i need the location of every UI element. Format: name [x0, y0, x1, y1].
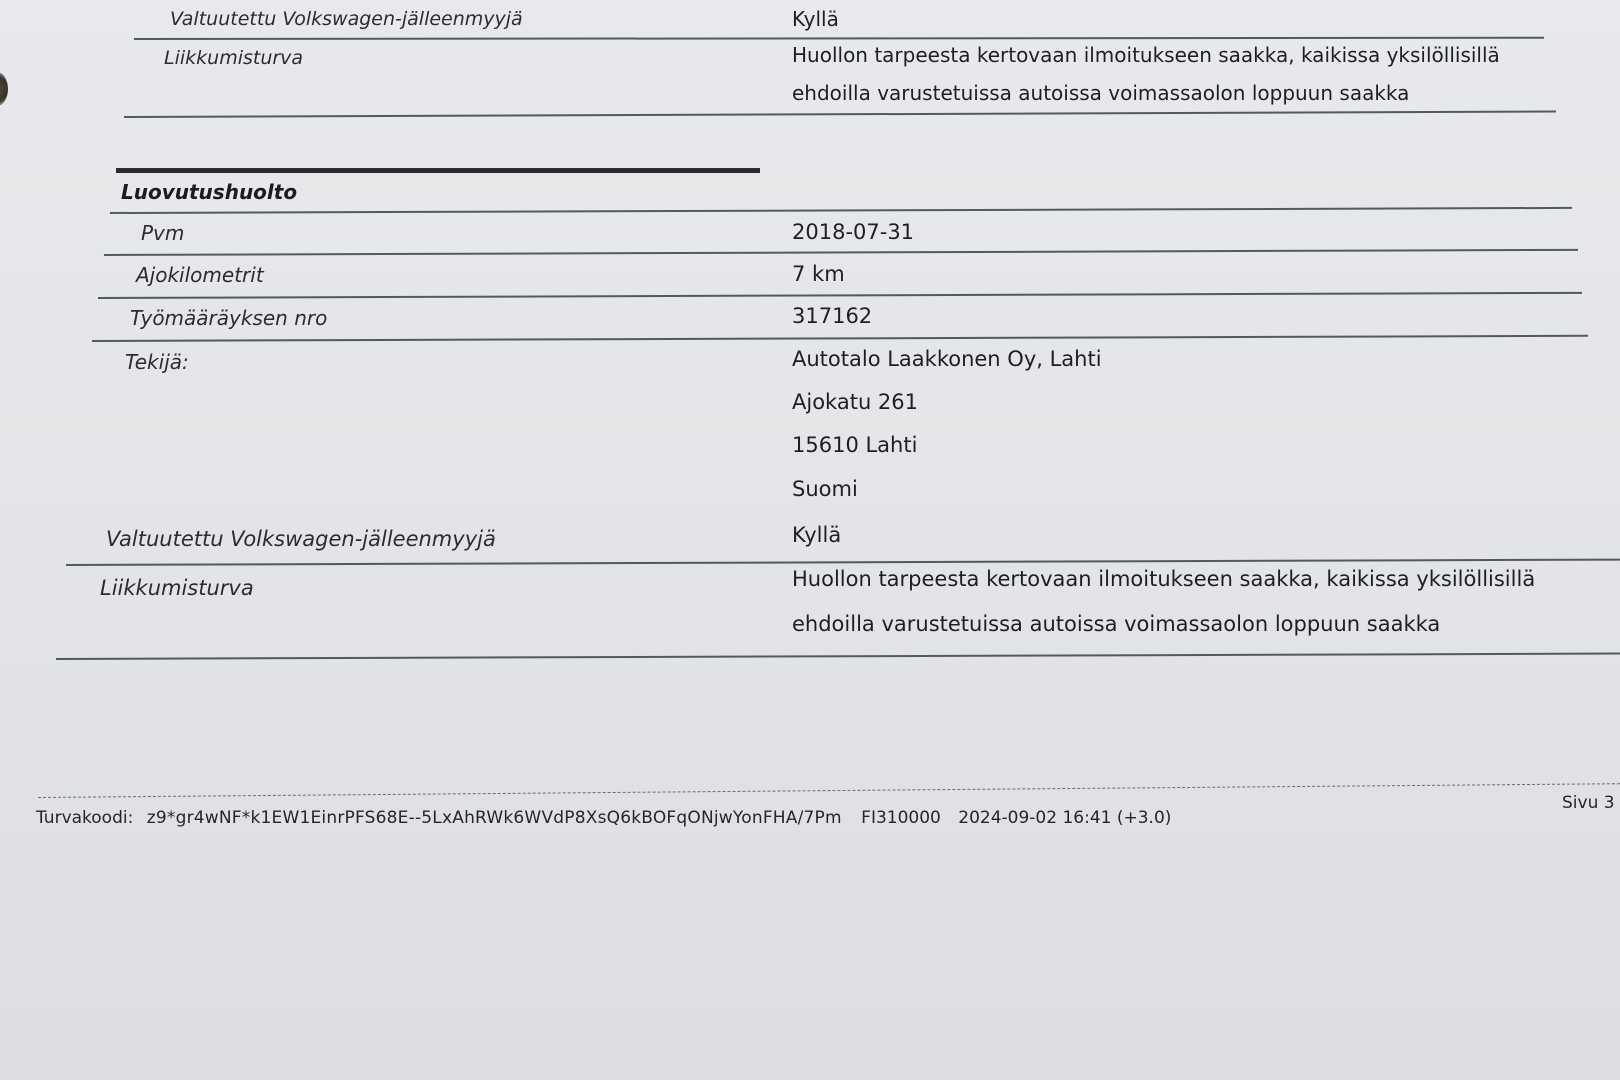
date-label: Pvm [141, 221, 185, 245]
row-divider [124, 111, 1556, 118]
footer-divider [38, 783, 1620, 798]
dealer-label-top: Valtuutettu Volkswagen-jälleenmyyjä [170, 8, 523, 30]
row-divider [134, 37, 1544, 40]
row-divider [110, 207, 1572, 214]
row-divider [66, 559, 1620, 566]
security-code-label: Turvakoodi: [36, 808, 134, 828]
page-edge-shadow [0, 72, 8, 106]
date-value: 2018-07-31 [792, 220, 915, 244]
footer-line [36, 810, 1171, 827]
work-order-value: 317162 [792, 304, 873, 328]
security-code: z9*gr4wNF*k1EW1EinrPFS68E--5LxAhRWk6WVdP8XsQ6kBOFqONjwYonFHA/7Pm [146, 808, 842, 828]
mobility-value-top-line2: ehdoilla varustetuissa autoissa voimassaolon loppuun saakka [792, 81, 1410, 105]
dealer-value: Kyllä [792, 523, 842, 547]
mobility-label: Liikkumisturva [100, 576, 254, 600]
row-divider [104, 249, 1578, 256]
mobility-value-top-line1: Huollon tarpeesta kertovaan ilmoitukseen saakka, kaikissa yksilöllisillä [792, 43, 1500, 67]
row-divider [56, 653, 1620, 660]
dealer-value-top: Kyllä [792, 7, 839, 31]
dealer-label: Valtuutettu Volkswagen-jälleenmyyjä [106, 527, 496, 551]
performer-line-1: Autotalo Laakkonen Oy, Lahti [792, 347, 1102, 371]
mobility-label-top: Liikkumisturva [164, 47, 304, 69]
row-divider [98, 292, 1582, 299]
section-header-bar [116, 168, 760, 173]
performer-line-2: Ajokatu 261 [792, 390, 919, 414]
performer-line-3: 15610 Lahti [792, 433, 918, 457]
work-order-label: Työmääräyksen nro [130, 306, 328, 330]
document-id: FI310000 [861, 808, 941, 828]
mileage-label: Ajokilometrit [136, 263, 264, 287]
mobility-value-line2: ehdoilla varustetuissa autoissa voimassaolon loppuun saakka [792, 612, 1441, 636]
section-title: Luovutushuolto [121, 180, 298, 204]
page-number: Sivu 3 [1562, 793, 1615, 813]
footer-timestamp: 2024-09-02 16:41 (+3.0) [958, 808, 1172, 828]
mileage-value: 7 km [792, 262, 845, 286]
row-divider [92, 335, 1588, 342]
performer-label: Tekijä: [125, 350, 189, 374]
performer-line-4: Suomi [792, 477, 858, 501]
mobility-value-line1: Huollon tarpeesta kertovaan ilmoitukseen saakka, kaikissa yksilöllisillä [792, 567, 1536, 591]
